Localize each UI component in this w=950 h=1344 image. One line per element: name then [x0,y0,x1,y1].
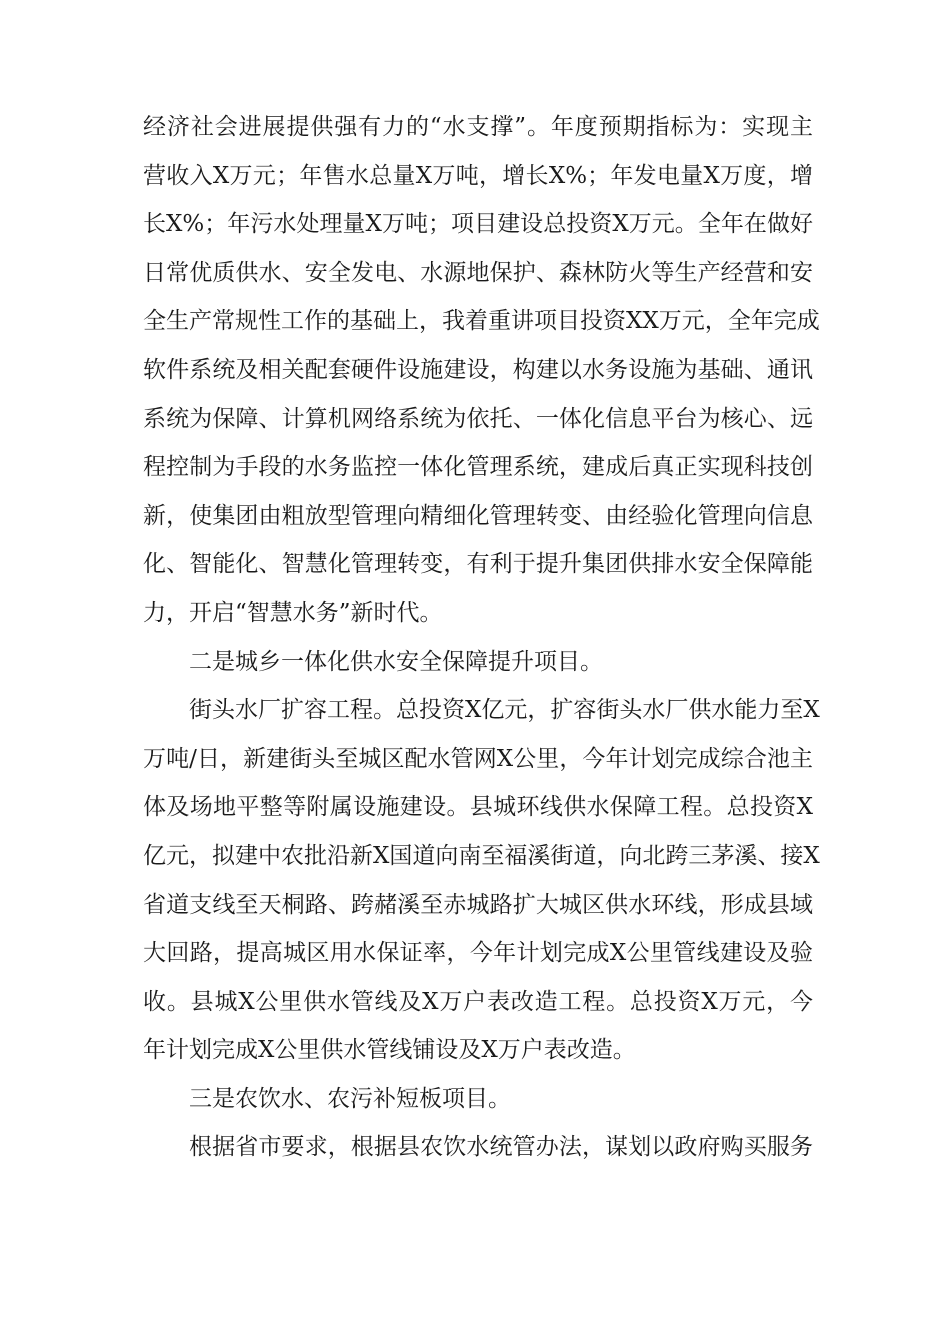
text-line: 亿元，拟建中农批沿新X国道向南至福溪街道，向北跨三茅溪、接X [143,842,820,869]
text-line: 街头水厂扩容工程。总投资X亿元，扩容街头水厂供水能力至X [189,697,820,724]
text-line: 系统为保障、计算机网络系统为依托、一体化信息平台为核心、远 [143,405,813,432]
text-line: 软件系统及相关配套硬件设施建设，构建以水务设施为基础、通讯 [143,356,813,383]
text-line: 长X%；年污水处理量X万吨；项目建设总投资X万元。全年在做好 [143,211,813,238]
text-line: 日常优质供水、安全发电、水源地保护、森林防火等生产经营和安 [143,259,813,286]
text-line: 化、智能化、智慧化管理转变，有利于提升集团供排水安全保障能 [143,551,813,578]
text-line: 年计划完成X公里供水管线铺设及X万户表改造。 [143,1037,636,1064]
text-line: 万吨/日，新建街头至城区配水管网X公里，今年计划完成综合池主 [143,745,813,772]
text-line: 新，使集团由粗放型管理向精细化管理转变、由经验化管理向信息 [143,502,813,529]
text-line: 程控制为手段的水务监控一体化管理系统，建成后真正实现科技创 [143,454,813,481]
text-line: 力，开启“智慧水务”新时代。 [143,599,443,626]
section-heading: 二是城乡一体化供水安全保障提升项目。 [189,648,603,675]
text-line: 收。县城X公里供水管线及X万户表改造工程。总投资X万元，今 [143,988,813,1015]
section-heading: 三是农饮水、农污补短板项目。 [189,1085,511,1112]
text-line: 经济社会进展提供强有力的“水支撑”。年度预期指标为：实现主 [143,114,813,140]
text-line: 省道支线至天桐路、跨赭溪至赤城路扩大城区供水环线，形成县域 [143,891,813,918]
text-line: 营收入X万元；年售水总量X万吨，增长X%；年发电量X万度，增 [143,162,813,189]
text-line: 体及场地平整等附属设施建设。县城环线供水保障工程。总投资X [143,794,813,821]
text-line: 大回路，提高城区用水保证率，今年计划完成X公里管线建设及验 [143,940,813,967]
text-line: 根据省市要求，根据县农饮水统管办法，谋划以政府购买服务 [189,1134,813,1161]
body-text [143,103,820,1172]
text-line: 全生产常规性工作的基础上，我着重讲项目投资XX万元，全年完成 [143,308,820,335]
